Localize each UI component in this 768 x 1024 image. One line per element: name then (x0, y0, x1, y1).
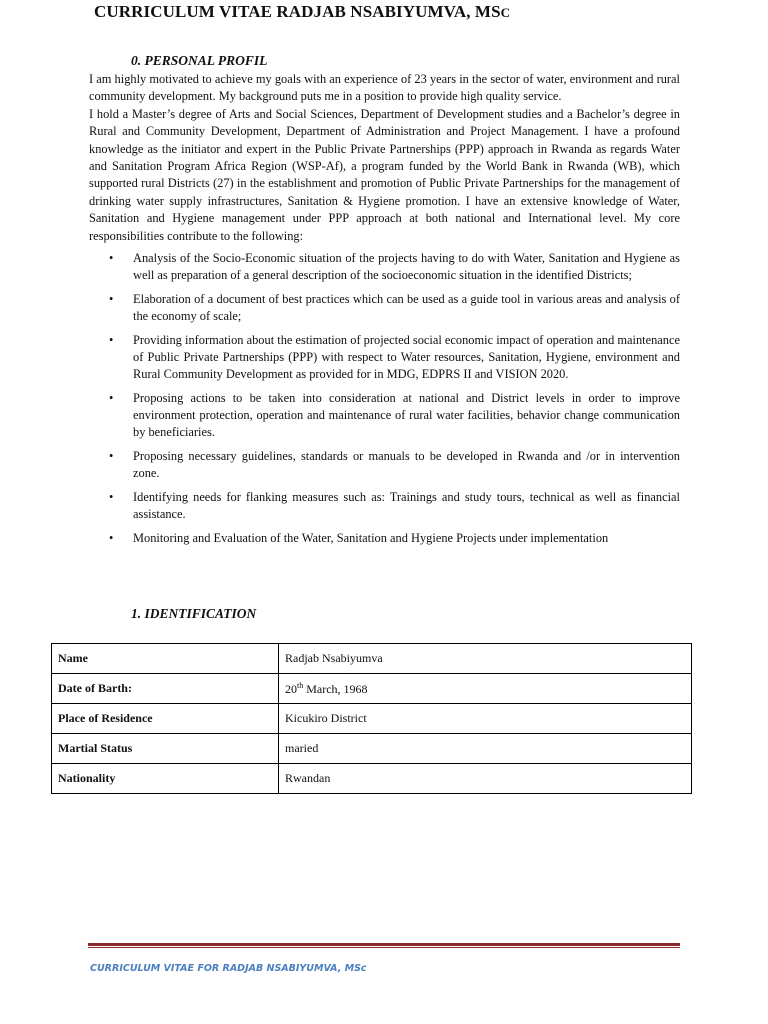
bullet-icon: • (109, 390, 114, 405)
date-ordinal: th (297, 680, 304, 690)
list-item-text: Monitoring and Evaluation of the Water, Sanitation and Hygiene Projects under implementation (133, 530, 609, 545)
table-label-cell: Nationality (52, 764, 279, 794)
table-label-cell: Name (52, 644, 279, 674)
table-row (52, 764, 692, 794)
date-day: 20 (285, 681, 297, 696)
table-value-cell: maried (279, 734, 692, 764)
page-footer: CURRICULUM VITAE FOR RADJAB NSABIYUMVA, MSc (90, 963, 367, 974)
footer-divider-thick (88, 943, 680, 946)
bullet-icon: • (109, 489, 114, 504)
table-row (52, 674, 692, 704)
table-label-cell: Place of Residence (52, 704, 279, 734)
document-title-main: CURRICULUM VITAE RADJAB NSABIYUMVA, MS (94, 2, 501, 21)
profile-paragraph: I hold a Master’s degree of Arts and Social Sciences, Department of Development studies and a Bachelor’s degree in Rural and Community Development, Department of Administration and Project Management. I have a profound knowledge as the initiator and expert in the Public Private Partnerships (PPP) approach in Rwanda as regards Water and Sanitation Program Africa Region (WSP-Af), a program funded by the World Bank in Rwanda (WB), which supported rural Districts (27) in the establishment and promotion of Public Private Partnerships for the management of drinking water supply infrastructures, Sanitation & Hygiene promotion. I have an extensive knowledge of Water, Sanitation and Hygiene management under PPP approach at both national and International level. My core responsibilities contribute to the following: (89, 106, 680, 243)
list-item (89, 530, 680, 547)
identification-table (51, 643, 692, 794)
table-value-cell: Radjab Nsabiyumva (279, 644, 692, 674)
bullet-icon: • (109, 332, 114, 347)
document-title-suffix: C (500, 5, 511, 20)
personal-profile-text (89, 71, 680, 245)
bullet-icon: • (109, 251, 114, 265)
list-item (89, 250, 680, 284)
personal-profile-heading: 0. PERSONAL PROFIL (131, 53, 268, 68)
identification-heading: 1. IDENTIFICATION (131, 606, 257, 621)
profile-paragraph: I am highly motivated to achieve my goals with an experience of 23 years in the sector of water, environment and rural community development. My background puts me in a position to provide high quality service. (89, 72, 680, 104)
list-item-text: Proposing necessary guidelines, standards or manuals to be developed in Rwanda and /or in intervention zone. (133, 449, 680, 481)
bullet-icon: • (109, 449, 114, 464)
list-item-text: Providing information about the estimation of projected social economic impact of operation and maintenance of Public Private Partnerships (PPP) with respect to Water resources, Sanitation, Hygiene, environment and Rural Community Development as provided for in MDG, EDPRS II and VISION 2020. (133, 332, 680, 382)
list-item-text: Proposing actions to be taken into consideration at national and District levels in order to improve environment protection, operation and maintenance of rural water facilities, behavior change communication by beneficiaries. (133, 390, 680, 440)
bullet-icon: • (109, 530, 114, 545)
table-value-cell: Kicukiro District (279, 704, 692, 734)
date-month-year: March, 1968 (303, 681, 368, 696)
list-item (89, 291, 680, 325)
list-item-text: Identifying needs for flanking measures such as: Trainings and study tours, technical as well as financial assistance. (133, 489, 680, 522)
table-label-cell: Martial Status (52, 734, 279, 764)
footer-divider-thin (88, 947, 680, 948)
responsibilities-list (89, 250, 680, 554)
table-value-cell (279, 674, 692, 704)
table-label-cell: Date of Barth: (52, 674, 279, 704)
document-title (94, 2, 510, 22)
table-row (52, 734, 692, 764)
list-item-text: Analysis of the Socio-Economic situation of the projects having to do with Water, Sanitation and Hygiene as well as preparation of a general description of the socioeconomic situation in the identified Districts; (133, 251, 680, 283)
list-item (89, 390, 680, 442)
table-row (52, 704, 692, 734)
list-item (89, 489, 680, 523)
table-value-cell: Rwandan (279, 764, 692, 794)
table-row (52, 644, 692, 674)
list-item (89, 448, 680, 482)
bullet-icon: • (109, 291, 114, 306)
list-item-text: Elaboration of a document of best practices which can be used as a guide tool in various areas and analysis of the economy of scale; (133, 291, 680, 324)
list-item (89, 332, 680, 384)
